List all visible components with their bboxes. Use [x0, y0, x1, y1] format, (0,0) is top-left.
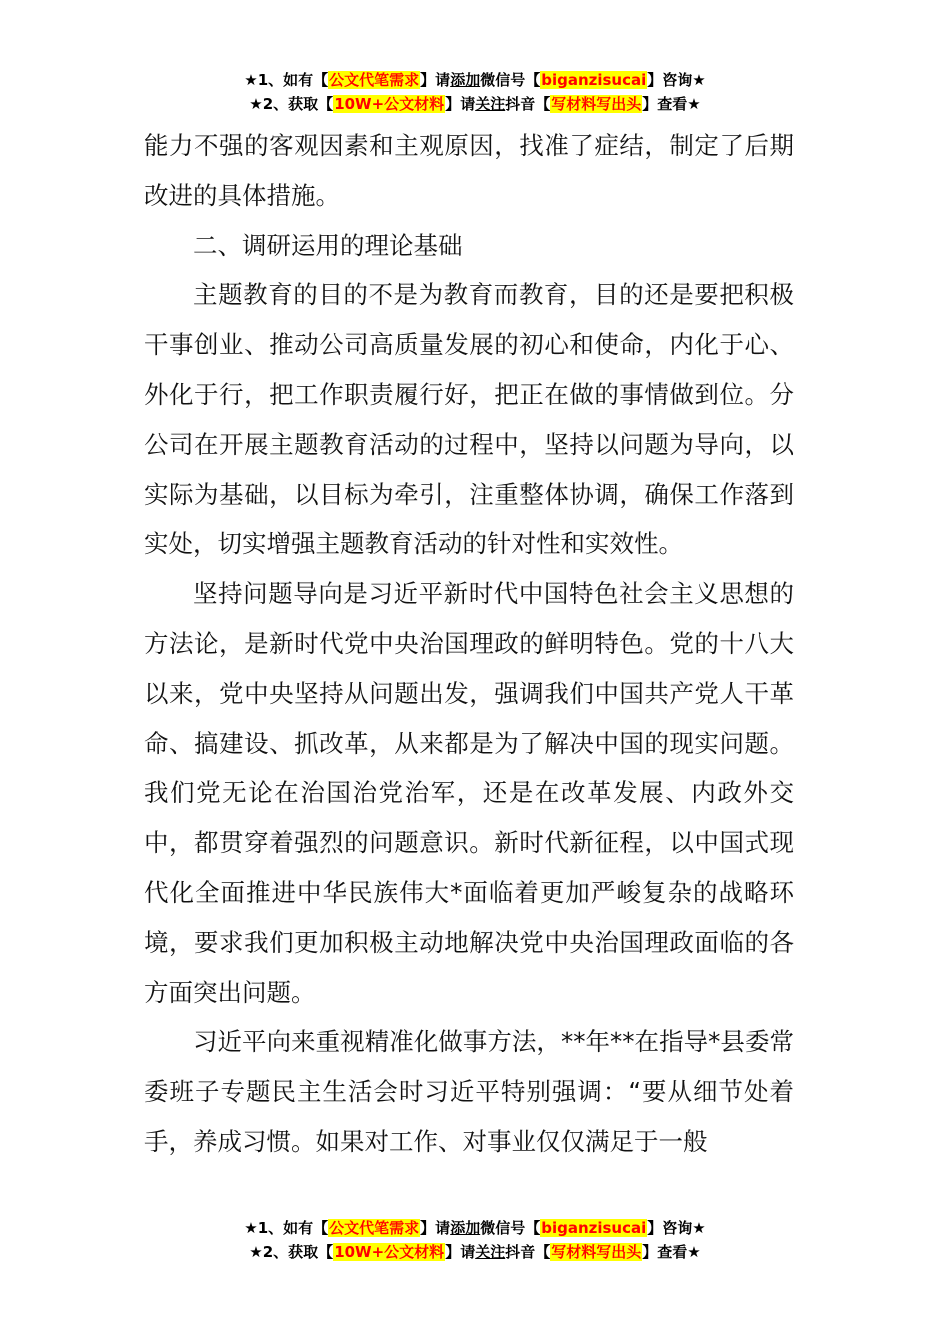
paragraph: 坚持问题导向是习近平新时代中国特色社会主义思想的方法论，是新时代党中央治国理政的鲜明特色。党的十八大以来，党中央坚持从问题出发，强调我们中国共产党人干革命、搞建设、抓改革，从来都是为了解决中国的现实问题。我们党无论在治国治党治军，还是在改革发展、内政外交中，都贯穿着强烈的问题意识。新时代新征程，以中国式现代化全面推进中华民族伟大*面临着更加严峻复杂的战略环境，要求我们更加积极主动地解决党中央治国理政面临的各方面突出问题。 — [144, 579, 794, 1007]
promo-text: 】请 — [445, 95, 476, 113]
promo-text: ★1、如有【 — [244, 1219, 329, 1237]
section-heading: 二、调研运用的理论基础 — [193, 230, 463, 260]
document-body — [144, 121, 794, 1167]
paragraph-continued: 能力不强的客观因素和主观原因，找准了症结，制定了后期改进的具体措施。 — [144, 131, 794, 210]
promo-line-2 — [0, 1240, 950, 1264]
paragraph: 主题教育的目的不是为教育而教育，目的还是要把积极干事创业、推动公司高质量发展的初心和使命，内化于心、外化于行，把工作职责履行好，把正在做的事情做到位。分公司在开展主题教育活动的过程中，坚持以问题为导向，以实际为基础，以目标为牵引，注重整体协调，确保工作落到实处，切实增强主题教育活动的针对性和实效性。 — [144, 280, 794, 559]
promo-line-2 — [0, 92, 950, 116]
promo-emphasis: 添加 — [450, 71, 481, 89]
douyin-account: 写材料写出头 — [551, 95, 642, 113]
douyin-account: 写材料写出头 — [551, 1243, 642, 1261]
promo-text: 】请 — [445, 1243, 476, 1261]
promo-text: ★2、获取【 — [249, 1243, 334, 1261]
paragraph: 习近平向来重视精准化做事方法，**年**在指导*县委常委班子专题民主生活会时习近平特别强调：“要从细节处着手，养成习惯。如果对工作、对事业仅仅满足于一般 — [144, 1027, 794, 1156]
promo-banner-bottom — [0, 1216, 950, 1264]
promo-text: 】请 — [420, 1219, 451, 1237]
promo-text: 】咨询★ — [647, 71, 706, 89]
promo-highlight: 10W+公文材料 — [334, 1243, 445, 1261]
promo-text: 】请 — [420, 71, 451, 89]
promo-emphasis: 添加 — [450, 1219, 481, 1237]
wechat-id: biganzisucai — [541, 71, 647, 89]
promo-line-1 — [0, 1216, 950, 1240]
promo-emphasis: 关注 — [475, 95, 506, 113]
promo-text: ★1、如有【 — [244, 71, 329, 89]
promo-emphasis: 关注 — [475, 1243, 506, 1261]
promo-text: ★2、获取【 — [249, 95, 334, 113]
promo-highlight: 10W+公文材料 — [334, 95, 445, 113]
promo-line-1 — [0, 68, 950, 92]
promo-text: 微信号【 — [480, 1219, 541, 1237]
promo-highlight: 公文代笔需求 — [329, 71, 420, 89]
promo-text: 】咨询★ — [647, 1219, 706, 1237]
promo-text: 抖音【 — [505, 1243, 551, 1261]
promo-text: 微信号【 — [480, 71, 541, 89]
wechat-id: biganzisucai — [541, 1219, 647, 1237]
promo-text: 】查看★ — [642, 1243, 701, 1261]
promo-highlight: 公文代笔需求 — [329, 1219, 420, 1237]
promo-text: 】查看★ — [642, 95, 701, 113]
promo-text: 抖音【 — [505, 95, 551, 113]
promo-banner-top — [0, 68, 950, 116]
